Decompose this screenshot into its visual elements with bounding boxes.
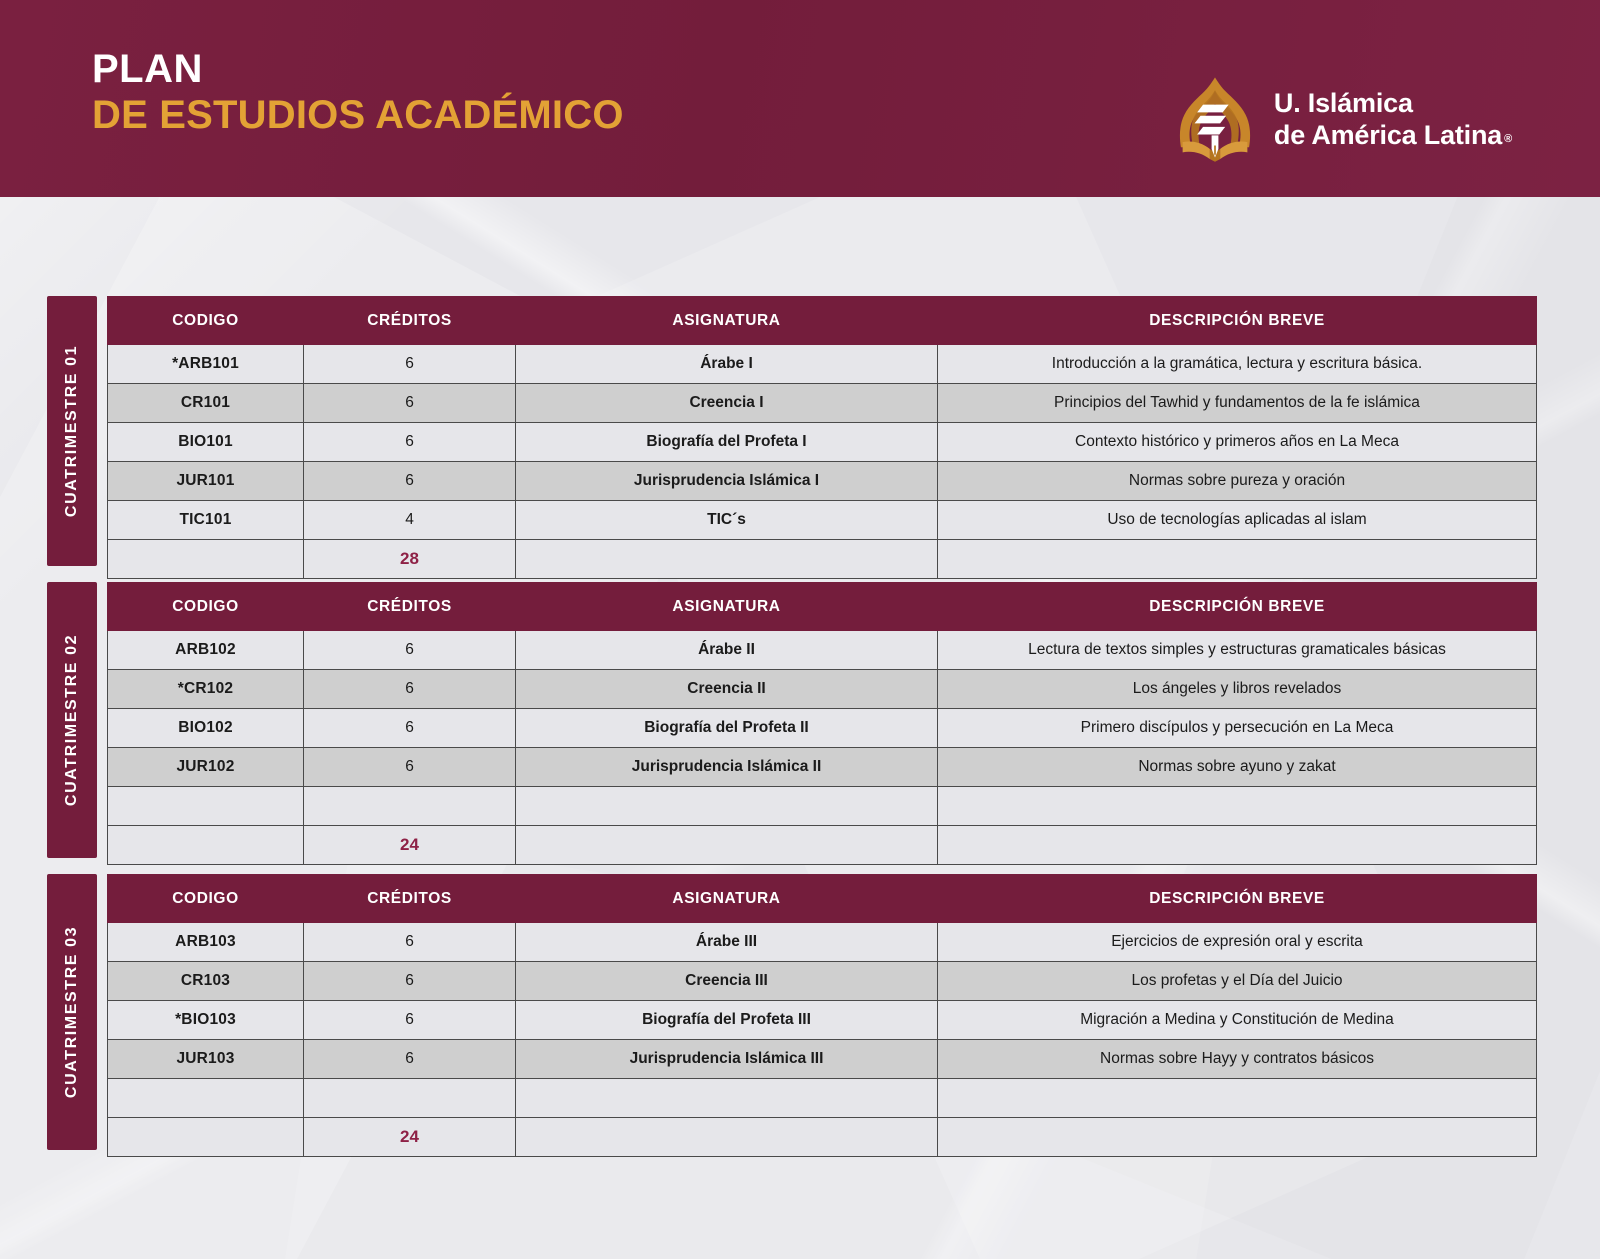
cell-total-spacer [108, 1118, 304, 1157]
table-header-row [108, 297, 1537, 345]
brand-lockup [1172, 74, 1512, 166]
cell-empty [304, 1079, 516, 1118]
cell-asignatura: Árabe II [516, 631, 938, 670]
block-side-tab-label: CUATRIMESTRE 03 [63, 925, 81, 1099]
table-empty-row [108, 787, 1537, 826]
cell-codigo: CR103 [108, 962, 304, 1001]
cell-creditos: 6 [304, 345, 516, 384]
cell-empty [938, 787, 1537, 826]
table-row [108, 923, 1537, 962]
cell-descripcion: Normas sobre Hayy y contratos básicos [938, 1040, 1537, 1079]
cell-empty [304, 787, 516, 826]
brand-name [1274, 88, 1512, 151]
cell-total-spacer [108, 826, 304, 865]
cell-empty [108, 1079, 304, 1118]
table-total-row [108, 1118, 1537, 1157]
cell-creditos: 6 [304, 962, 516, 1001]
page-title-secondary: DE ESTUDIOS ACADÉMICO [92, 92, 624, 137]
brand-name-line2-wrap [1274, 120, 1512, 152]
table-header-row [108, 583, 1537, 631]
cell-total-spacer [516, 540, 938, 579]
mosque-book-quill-icon [1172, 74, 1258, 166]
cell-codigo: CR101 [108, 384, 304, 423]
header-title-group [92, 49, 624, 136]
column-header-creditos: CRÉDITOS [304, 583, 516, 631]
block-side-tab [47, 582, 97, 858]
cell-creditos: 6 [304, 923, 516, 962]
table-row [108, 962, 1537, 1001]
column-header-descripcion: DESCRIPCIÓN BREVE [938, 297, 1537, 345]
cell-codigo: *CR102 [108, 670, 304, 709]
cell-descripcion: Los profetas y el Día del Juicio [938, 962, 1537, 1001]
table-row [108, 1001, 1537, 1040]
cell-asignatura: Jurisprudencia Islámica I [516, 462, 938, 501]
column-header-descripcion: DESCRIPCIÓN BREVE [938, 875, 1537, 923]
cell-codigo: ARB102 [108, 631, 304, 670]
cell-asignatura: Árabe I [516, 345, 938, 384]
table-row [108, 501, 1537, 540]
cell-empty [516, 787, 938, 826]
table-row [108, 631, 1537, 670]
cell-descripcion: Normas sobre ayuno y zakat [938, 748, 1537, 787]
cell-codigo: *ARB101 [108, 345, 304, 384]
cell-descripcion: Normas sobre pureza y oración [938, 462, 1537, 501]
cell-asignatura: Jurisprudencia Islámica II [516, 748, 938, 787]
page-header [0, 0, 1600, 197]
cell-creditos: 6 [304, 748, 516, 787]
column-header-asignatura: ASIGNATURA [516, 297, 938, 345]
cell-total-spacer [108, 540, 304, 579]
cell-total-spacer [938, 826, 1537, 865]
curriculum-table [107, 582, 1537, 865]
table-row [108, 384, 1537, 423]
cell-empty [516, 1079, 938, 1118]
column-header-codigo: CODIGO [108, 583, 304, 631]
cell-total-creditos: 24 [304, 826, 516, 865]
curriculum-table [107, 874, 1537, 1157]
table-total-row [108, 540, 1537, 579]
table-row [108, 1040, 1537, 1079]
table-total-row [108, 826, 1537, 865]
cell-asignatura: Creencia II [516, 670, 938, 709]
cell-total-spacer [938, 540, 1537, 579]
table-row [108, 709, 1537, 748]
cell-empty [108, 787, 304, 826]
cell-descripcion: Los ángeles y libros revelados [938, 670, 1537, 709]
cell-codigo: BIO102 [108, 709, 304, 748]
cell-creditos: 4 [304, 501, 516, 540]
cell-codigo: JUR103 [108, 1040, 304, 1079]
cell-asignatura: Biografía del Profeta II [516, 709, 938, 748]
table-row [108, 423, 1537, 462]
cell-creditos: 6 [304, 1040, 516, 1079]
column-header-descripcion: DESCRIPCIÓN BREVE [938, 583, 1537, 631]
column-header-creditos: CRÉDITOS [304, 297, 516, 345]
cell-asignatura: Árabe III [516, 923, 938, 962]
curriculum-table [107, 296, 1537, 579]
cell-asignatura: Creencia I [516, 384, 938, 423]
brand-name-line1: U. Islámica [1273, 88, 1413, 119]
cell-creditos: 6 [304, 384, 516, 423]
cell-asignatura: Jurisprudencia Islámica III [516, 1040, 938, 1079]
cell-total-spacer [938, 1118, 1537, 1157]
cell-codigo: JUR102 [108, 748, 304, 787]
table-empty-row [108, 1079, 1537, 1118]
cell-creditos: 6 [304, 462, 516, 501]
cell-descripcion: Contexto histórico y primeros años en La Meca [938, 423, 1537, 462]
brand-name-line2: de América Latina [1273, 120, 1503, 150]
cell-creditos: 6 [304, 423, 516, 462]
cell-descripcion: Primero discípulos y persecución en La Meca [938, 709, 1537, 748]
table-header-row [108, 875, 1537, 923]
cell-asignatura: TIC´s [516, 501, 938, 540]
table-row [108, 345, 1537, 384]
column-header-asignatura: ASIGNATURA [516, 875, 938, 923]
cell-descripcion: Migración a Medina y Constitución de Medina [938, 1001, 1537, 1040]
column-header-codigo: CODIGO [108, 875, 304, 923]
cell-creditos: 6 [304, 670, 516, 709]
table-row [108, 748, 1537, 787]
cell-codigo: JUR101 [108, 462, 304, 501]
cell-creditos: 6 [304, 709, 516, 748]
column-header-creditos: CRÉDITOS [304, 875, 516, 923]
cell-descripcion: Principios del Tawhid y fundamentos de la fe islámica [938, 384, 1537, 423]
page-title-primary: PLAN [92, 47, 203, 91]
cell-total-spacer [516, 826, 938, 865]
block-side-tab-label: CUATRIMESTRE 02 [63, 633, 81, 807]
cell-empty [938, 1079, 1537, 1118]
cell-total-creditos: 24 [304, 1118, 516, 1157]
cell-codigo: BIO101 [108, 423, 304, 462]
cell-descripcion: Uso de tecnologías aplicadas al islam [938, 501, 1537, 540]
cell-descripcion: Introducción a la gramática, lectura y escritura básica. [938, 345, 1537, 384]
cell-codigo: ARB103 [108, 923, 304, 962]
cell-asignatura: Creencia III [516, 962, 938, 1001]
block-side-tab [47, 296, 97, 566]
cell-codigo: TIC101 [108, 501, 304, 540]
cell-creditos: 6 [304, 631, 516, 670]
column-header-asignatura: ASIGNATURA [516, 583, 938, 631]
block-side-tab [47, 874, 97, 1150]
cell-asignatura: Biografía del Profeta III [516, 1001, 938, 1040]
table-row [108, 670, 1537, 709]
block-side-tab-label: CUATRIMESTRE 01 [63, 344, 81, 518]
column-header-codigo: CODIGO [108, 297, 304, 345]
cell-asignatura: Biografía del Profeta I [516, 423, 938, 462]
cell-total-spacer [516, 1118, 938, 1157]
cell-descripcion: Lectura de textos simples y estructuras gramaticales básicas [938, 631, 1537, 670]
registered-trademark-symbol: ® [1504, 133, 1512, 145]
cell-descripcion: Ejercicios de expresión oral y escrita [938, 923, 1537, 962]
cell-total-creditos: 28 [304, 540, 516, 579]
cell-codigo: *BIO103 [108, 1001, 304, 1040]
table-row [108, 462, 1537, 501]
cell-creditos: 6 [304, 1001, 516, 1040]
